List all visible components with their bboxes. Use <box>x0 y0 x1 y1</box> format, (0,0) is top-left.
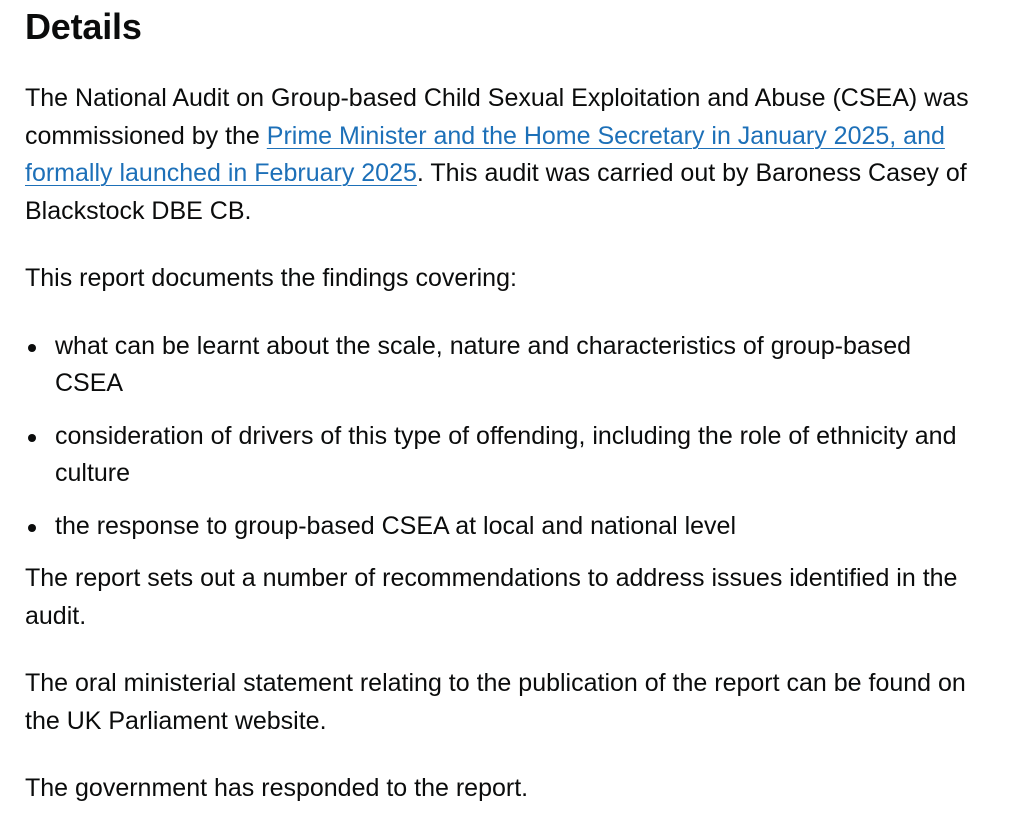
statement-paragraph: The oral ministerial statement relating to the publication of the report can be found on the UK Parliament website. <box>25 669 966 735</box>
details-heading: Details <box>25 6 142 47</box>
intro-text-after-link: . This audit was carried out by Baroness Casey of Blackstock DBE CB. <box>25 159 967 225</box>
findings-list <box>25 328 985 546</box>
list-item: consideration of drivers of this type of offending, including the role of ethnicity and culture <box>25 418 985 493</box>
details-section <box>25 0 985 808</box>
list-item: what can be learnt about the scale, nature and characteristics of group-based CSEA <box>25 328 985 403</box>
list-item: the response to group-based CSEA at local and national level <box>25 508 985 546</box>
intro-paragraph <box>25 80 985 230</box>
recommendations-paragraph: The report sets out a number of recommendations to address issues identified in the audit. <box>25 564 958 630</box>
announcement-link[interactable]: Prime Minister and the Home Secretary in January 2025, and formally launched in February 2025 <box>25 121 945 187</box>
findings-intro: This report documents the findings covering: <box>25 264 517 292</box>
intro-text-before-link: The National Audit on Group-based Child Sexual Exploitation and Abuse (CSEA) was commissioned by the <box>25 84 969 150</box>
response-paragraph: The government has responded to the report. <box>25 774 529 802</box>
